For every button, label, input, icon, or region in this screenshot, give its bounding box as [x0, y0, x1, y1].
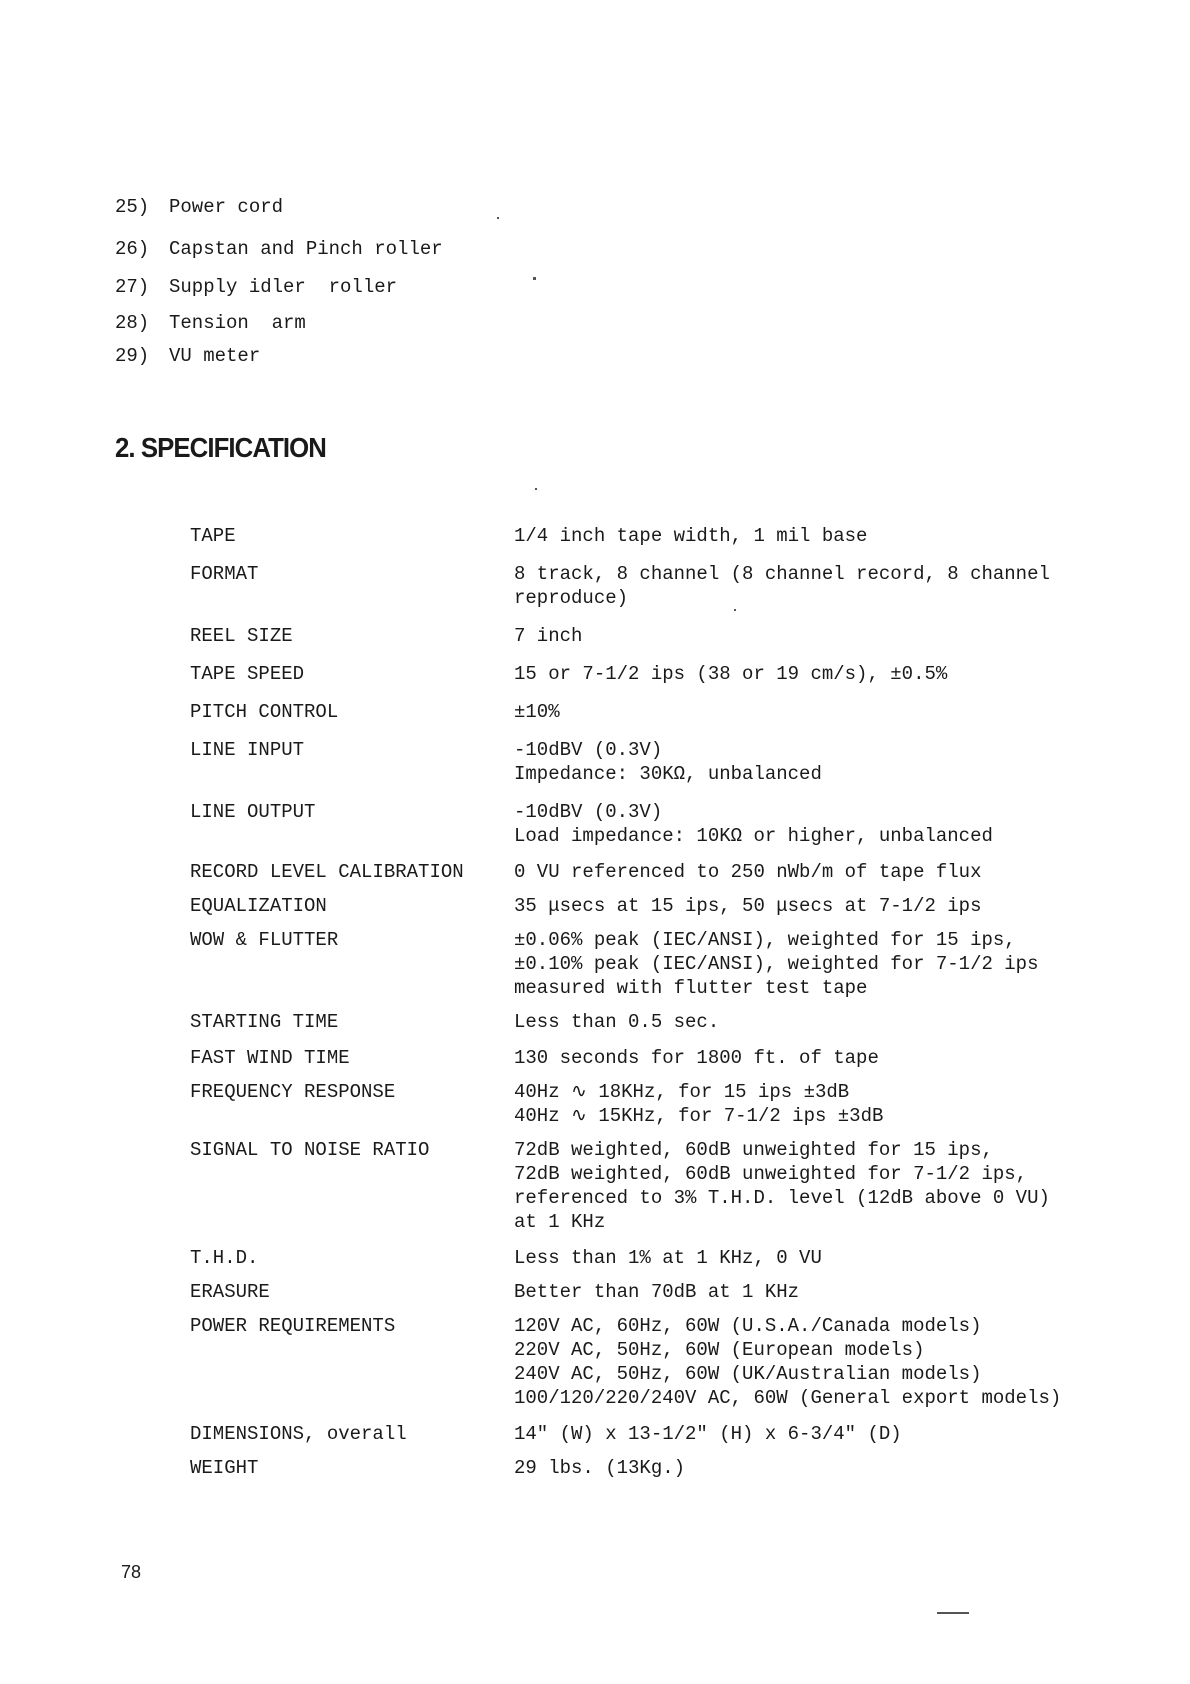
spec-value: 35 μsecs at 15 ips, 50 μsecs at 7-1/2 ips: [514, 895, 982, 917]
spec-label: TAPE: [190, 525, 236, 547]
item-label: Tension arm: [169, 312, 306, 334]
item-label: Supply idler roller: [169, 276, 398, 298]
scan-speck: [533, 277, 536, 280]
spec-value: 120V AC, 60Hz, 60W (U.S.A./Canada models) 220V AC, 50Hz, 60W (European models) 240V AC, 50Hz, 60W (UK/Australian models) 100/120/220/240V AC, 60W (General export models): [514, 1315, 1062, 1409]
spec-row: [190, 800, 1110, 848]
spec-value: Less than 0.5 sec.: [514, 1011, 720, 1033]
spec-label: EQUALIZATION: [190, 895, 327, 917]
spec-row: [190, 562, 1110, 610]
scan-speck: [734, 609, 736, 611]
spec-row: [190, 928, 1110, 1000]
spec-row: [190, 1138, 1110, 1234]
scan-speck: [497, 217, 499, 219]
item-label: VU meter: [169, 345, 261, 367]
item-number: 28): [115, 312, 150, 334]
spec-label: WOW & FLUTTER: [190, 929, 339, 951]
spec-label: WEIGHT: [190, 1457, 259, 1479]
section-title: 2. SPECIFICATION: [115, 432, 326, 463]
spec-label: RECORD LEVEL CALIBRATION: [190, 861, 464, 883]
spec-row: [190, 1010, 1110, 1034]
spec-label: SIGNAL TO NOISE RATIO: [190, 1139, 430, 1161]
spec-value: 130 seconds for 1800 ft. of tape: [514, 1047, 879, 1069]
spec-row: [190, 1422, 1110, 1446]
spec-row: [190, 1246, 1110, 1270]
spec-label: FAST WIND TIME: [190, 1047, 350, 1069]
spec-value: -10dBV (0.3V) Impedance: 30KΩ, unbalanced: [514, 739, 822, 785]
item-number: 29): [115, 345, 150, 367]
spec-row: [190, 1046, 1110, 1070]
spec-value: 72dB weighted, 60dB unweighted for 15 ips, 72dB weighted, 60dB unweighted for 7-1/2 ips, referenced to 3% T.H.D. level (12dB above 0 VU) at 1 KHz: [514, 1139, 1050, 1233]
spec-row: [190, 524, 1110, 548]
spec-value: 40Hz ∿ 18KHz, for 15 ips ±3dB 40Hz ∿ 15KHz, for 7-1/2 ips ±3dB: [514, 1081, 884, 1127]
spec-table: [190, 524, 1110, 1480]
spec-value: 7 inch: [514, 625, 583, 647]
spec-row: [190, 1314, 1110, 1410]
spec-row: [190, 1280, 1110, 1304]
spec-value: ±10%: [514, 701, 560, 723]
spec-label: PITCH CONTROL: [190, 701, 339, 723]
spec-label: LINE INPUT: [190, 739, 305, 761]
spec-value: 15 or 7-1/2 ips (38 or 19 cm/s), ±0.5%: [514, 663, 948, 685]
spec-value: ±0.06% peak (IEC/ANSI), weighted for 15 ips, ±0.10% peak (IEC/ANSI), weighted for 7-1/2 ips measured with flutter test tape: [514, 929, 1039, 999]
spec-label: FORMAT: [190, 563, 259, 585]
spec-label: STARTING TIME: [190, 1011, 339, 1033]
item-label: Capstan and Pinch roller: [169, 238, 443, 260]
spec-value: 29 lbs. (13Kg.): [514, 1457, 686, 1479]
spec-label: DIMENSIONS, overall: [190, 1423, 407, 1445]
spec-row: [190, 738, 1110, 786]
spec-value: -10dBV (0.3V) Load impedance: 10KΩ or higher, unbalanced: [514, 801, 993, 847]
spec-label: POWER REQUIREMENTS: [190, 1315, 396, 1337]
spec-row: [190, 1080, 1110, 1128]
spec-row: [190, 860, 1110, 884]
spec-row: [190, 700, 1110, 724]
spec-value: 1/4 inch tape width, 1 mil base: [514, 525, 868, 547]
spec-value: 8 track, 8 channel (8 channel record, 8 channel reproduce): [514, 563, 1050, 609]
scan-dash: [937, 1612, 969, 1614]
spec-row: [190, 624, 1110, 648]
spec-row: [190, 1456, 1110, 1480]
item-number: 26): [115, 238, 150, 260]
spec-label: REEL SIZE: [190, 625, 293, 647]
spec-value: Less than 1% at 1 KHz, 0 VU: [514, 1247, 822, 1269]
spec-label: LINE OUTPUT: [190, 801, 316, 823]
spec-label: ERASURE: [190, 1281, 270, 1303]
spec-value: Better than 70dB at 1 KHz: [514, 1281, 800, 1303]
spec-row: [190, 662, 1110, 686]
item-label: Power cord: [169, 196, 284, 218]
item-number: 27): [115, 276, 150, 298]
spec-label: TAPE SPEED: [190, 663, 305, 685]
spec-value: 0 VU referenced to 250 nWb/m of tape flux: [514, 861, 982, 883]
scan-speck: [535, 488, 537, 490]
spec-label: FREQUENCY RESPONSE: [190, 1081, 396, 1103]
item-number: 25): [115, 196, 150, 218]
spec-label: T.H.D.: [190, 1247, 259, 1269]
spec-value: 14" (W) x 13-1/2" (H) x 6-3/4" (D): [514, 1423, 902, 1445]
page-number: 78: [121, 1562, 142, 1582]
spec-row: [190, 894, 1110, 918]
